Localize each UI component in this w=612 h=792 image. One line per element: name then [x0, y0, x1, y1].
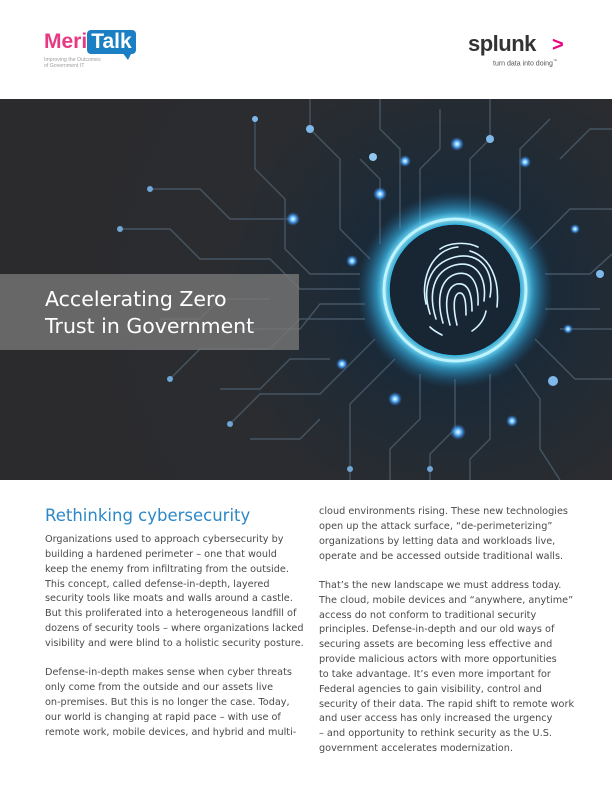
- left-column: [45, 505, 304, 755]
- node-dot: [227, 421, 233, 427]
- text-line: cloud environments rising. These new technologies: [319, 506, 568, 517]
- meritalk-tagline-line1: Improving the Outcomes: [44, 57, 101, 63]
- meritalk-word-talk: Talk: [87, 30, 135, 54]
- text-line: securing assets are becoming less effective and: [319, 639, 553, 651]
- node-dot: [252, 116, 258, 122]
- node-dot: [450, 137, 464, 151]
- text-line: This concept, called defense-in-depth, layered: [45, 578, 270, 590]
- node-dot: [306, 125, 314, 133]
- text-line: Federal agencies to gain visibility, control and: [319, 683, 542, 695]
- text-line: security tools like moats and walls around a castle.: [45, 593, 293, 605]
- node-dot: [336, 358, 348, 370]
- hero-banner: [0, 99, 612, 480]
- text-line: visibility and were blind to a holistic security posture.: [45, 637, 304, 649]
- text-line: But this proliferated into a heterogeneous landfill of: [45, 608, 297, 620]
- splunk-wordmark: splunk: [468, 31, 536, 56]
- node-dot: [286, 212, 300, 226]
- text-line: The cloud, mobile devices and “anywhere, anytime”: [319, 594, 574, 606]
- hero-title-panel: [0, 274, 299, 350]
- node-dot: [570, 224, 580, 234]
- text-line: keep the enemy from infiltrating from the outside.: [45, 563, 289, 575]
- node-dot: [117, 226, 123, 232]
- node-dot: [373, 187, 387, 201]
- text-line: principles. Defense-in-depth and our old ways of: [319, 624, 555, 636]
- node-dot: [596, 270, 604, 278]
- text-line: remote work, mobile devices, and hybrid and multi-: [45, 726, 297, 738]
- text-line: on-premises. But this is no longer the case. Today,: [45, 696, 290, 708]
- text-line: Defense-in-depth makes sense when cyber threats: [45, 667, 292, 679]
- text-line: building a hardened perimeter – one that would: [45, 548, 277, 560]
- right-column: [319, 505, 573, 772]
- splunk-logo: [468, 32, 578, 72]
- text-line: Organizations used to approach cybersecurity by: [45, 534, 284, 545]
- node-dot: [399, 155, 411, 167]
- meritalk-tagline-line2: of Government IT: [44, 63, 85, 69]
- text-line: and user access has only increased the urgency: [319, 713, 553, 725]
- section-heading: Rethinking cybersecurity: [45, 506, 251, 525]
- text-line: provide malicious actors with more opportunities: [319, 654, 557, 666]
- paragraph-2: [45, 666, 298, 740]
- text-line: – and opportunity to rethink security as the U.S.: [319, 728, 552, 740]
- text-line: operate and be accessed outside traditional walls.: [319, 550, 564, 562]
- splunk-tagline-text: turn data into doing: [493, 60, 553, 68]
- paragraph-4: [319, 579, 573, 757]
- text-line: our world is changing at rapid pace – with use of: [45, 711, 281, 723]
- node-dot: [486, 135, 494, 143]
- text-line: to take advantage. It’s even more important for: [319, 668, 551, 680]
- text-line: dozens of security tools – where organizations lacked: [45, 623, 304, 635]
- node-dot: [167, 376, 173, 382]
- splunk-tagline-trademark: ™: [552, 58, 557, 63]
- text-line: only come from the outside and our assets live: [45, 682, 274, 694]
- splunk-chevron-icon: >: [552, 34, 564, 56]
- node-dot: [506, 415, 518, 427]
- text-line: access do not conform to traditional security: [319, 609, 537, 621]
- node-dot: [427, 466, 433, 472]
- splunk-tagline: [493, 57, 557, 68]
- meritalk-logo: [44, 30, 154, 82]
- page-title-line1: Accelerating Zero: [45, 287, 227, 311]
- meritalk-wordmark: [44, 30, 136, 54]
- node-dot: [347, 466, 353, 472]
- paragraph-1: [45, 533, 304, 652]
- text-line: That’s the new landscape we must address today.: [319, 579, 562, 591]
- node-dot: [450, 424, 466, 440]
- text-line: open up the attack surface, “de-perimeterizing”: [319, 520, 553, 532]
- meritalk-tagline: [44, 57, 134, 69]
- node-dot: [563, 324, 573, 334]
- node-dot: [519, 156, 531, 168]
- meritalk-word-meri: Meri: [44, 30, 88, 53]
- text-line: government accelerates modernization.: [319, 743, 513, 755]
- node-dot: [548, 376, 558, 386]
- node-dot: [147, 186, 153, 192]
- node-dot: [388, 392, 402, 406]
- text-line: organizations by letting data and workloads live,: [319, 535, 556, 547]
- text-line: security of their data. The rapid shift to remote work: [319, 698, 575, 710]
- node-dot: [346, 255, 358, 267]
- page-title-line2: Trust in Government: [45, 314, 255, 338]
- paragraph-3: [319, 505, 573, 564]
- node-dot: [369, 153, 377, 161]
- page-title: [45, 286, 295, 340]
